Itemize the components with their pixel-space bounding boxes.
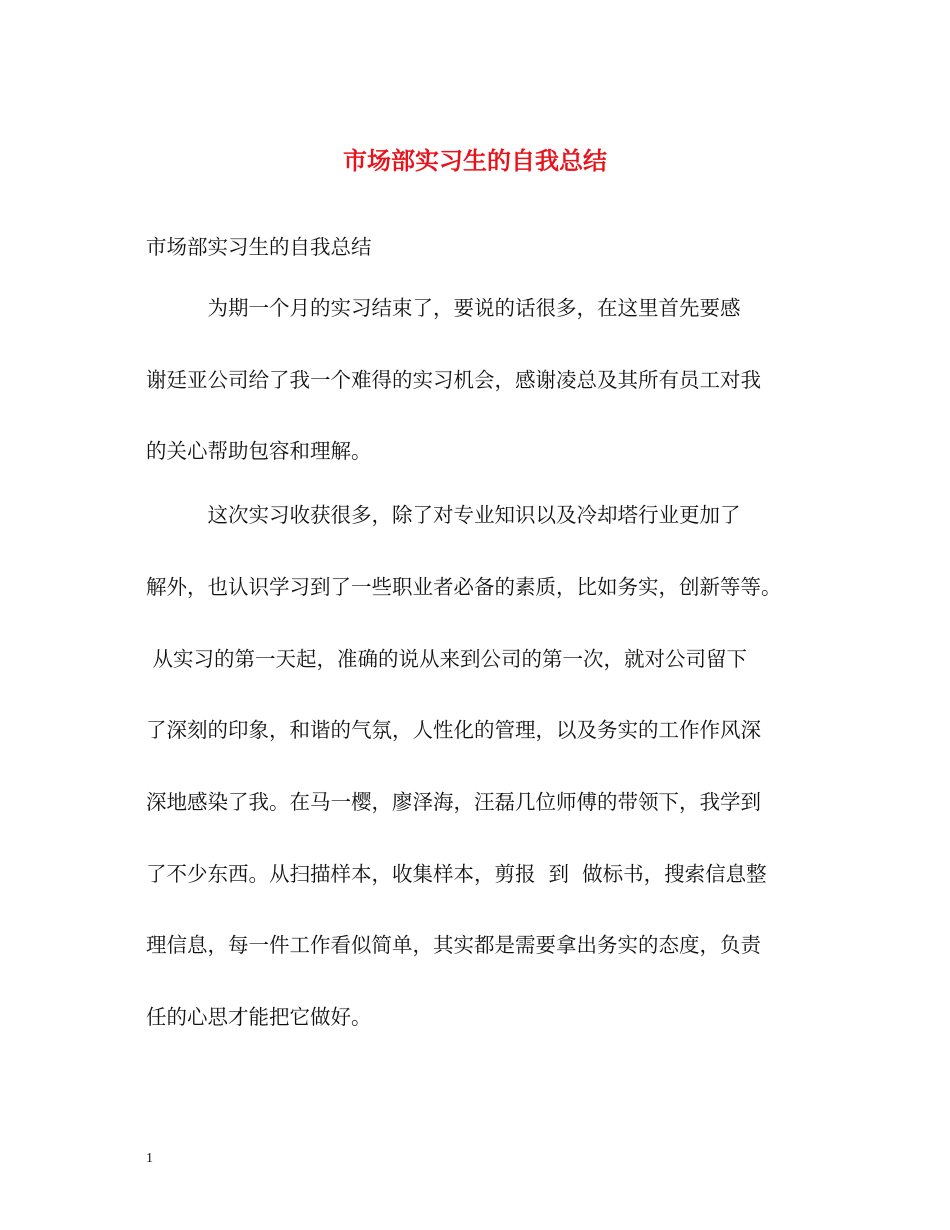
page-number: 1 <box>146 1151 153 1166</box>
document-title: 市场部实习生的自我总结 <box>343 146 607 175</box>
body-line-5: 解外，也认识学习到了一些职业者必备的素质，比如务实，创新等等。 <box>146 575 782 599</box>
body-line-4: 这次实习收获很多，除了对专业知识以及冷却塔行业更加了 <box>146 503 741 527</box>
body-line-9: 了不少东西。从扫描样本，收集样本，剪报 到 做标书，搜索信息整 <box>146 862 767 886</box>
body-line-11: 任的心思才能把它做好。 <box>146 1005 372 1029</box>
body-line-6: 从实习的第一天起，准确的说从来到公司的第一次，就对公司留下 <box>146 647 748 671</box>
body-line-1: 为期一个月的实习结束了，要说的话很多，在这里首先要感 <box>146 296 741 320</box>
body-line-3: 的关心帮助包容和理解。 <box>146 439 372 463</box>
document-subtitle: 市场部实习生的自我总结 <box>146 235 372 259</box>
body-line-7: 了深刻的印象，和谐的气氛，人性化的管理，以及务实的工作作风深 <box>146 718 761 742</box>
body-line-10: 理信息，每一件工作看似简单，其实都是需要拿出务实的态度，负责 <box>146 933 761 957</box>
body-line-8: 深地感染了我。在马一樱，廖泽海，汪磊几位师傅的带领下，我学到 <box>146 790 761 814</box>
body-line-2: 谢廷亚公司给了我一个难得的实习机会，感谢凌总及其所有员工对我 <box>146 368 761 392</box>
